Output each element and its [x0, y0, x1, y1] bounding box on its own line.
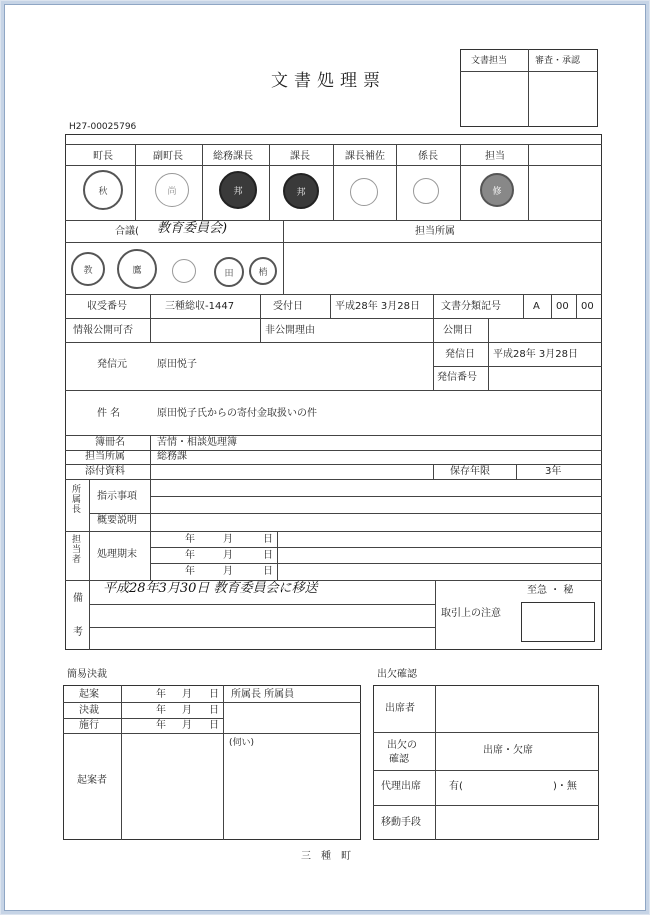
doc-class-code-2: 00: [556, 301, 569, 312]
check-label-2: 確認: [389, 754, 409, 765]
seal-consult-4: 田: [214, 257, 244, 287]
sender-value: 原田悦子: [157, 359, 197, 370]
inquiry-label: (伺い): [229, 738, 255, 748]
ledger-label: 簿冊名: [95, 437, 125, 448]
consultation-handwritten: 教育委員会): [157, 221, 228, 236]
doc-class-code-3: 00: [581, 301, 594, 312]
doc-id: H27-00025796: [69, 122, 137, 132]
retention-label: 保存年限: [450, 466, 490, 477]
consultation-label: 合議(: [115, 226, 139, 237]
simple-r2-day: 日: [209, 705, 219, 716]
simple-r3-day: 日: [209, 720, 219, 731]
proxy-label: 代理出席: [381, 781, 421, 792]
header-general-manager: 総務課長: [213, 151, 253, 162]
deadline-label: 処理期末: [97, 549, 137, 560]
doc-class-code-1: A: [533, 301, 540, 312]
simple-row-enforce: 施行: [79, 720, 99, 731]
receipt-number-value: 三種総収-1447: [165, 301, 235, 312]
deadline1-month: 月: [223, 534, 233, 545]
seal-mayor: 秋: [83, 170, 123, 210]
attendance-title: 出欠確認: [377, 669, 417, 680]
seal-assistant-chief: [350, 178, 378, 206]
deadline2-year: 年: [185, 550, 195, 561]
header-staff: 担当: [485, 151, 505, 162]
urgent-label: 至急 ・ 秘: [527, 585, 574, 596]
dept-label: 担当所属: [85, 451, 125, 462]
nondisclosure-label: 非公開理由: [265, 325, 315, 336]
receipt-date-value: 平成28年 3月28日: [335, 301, 420, 312]
deadline1-day: 日: [263, 534, 273, 545]
seal-deputy-mayor: 尚: [155, 173, 189, 207]
sender-label: 発信元: [97, 359, 127, 370]
remarks-handwritten: 平成28年3月30日 教育委員会に移送: [103, 581, 318, 596]
drafter-label: 起案者: [77, 775, 107, 786]
ledger-value: 苦情・相談処理簿: [157, 437, 237, 448]
simple-r3-month: 月: [182, 720, 192, 731]
proxy-value-2: )・無: [553, 781, 577, 792]
attachments-label: 添付資料: [85, 466, 125, 477]
instruction-label: 指示事項: [97, 491, 137, 502]
simple-row-draft: 起案: [79, 689, 99, 700]
header-deputy-mayor: 副町長: [153, 151, 183, 162]
simple-r1-year: 年: [156, 689, 166, 700]
send-date-label: 発信日: [445, 349, 475, 360]
chief-side-label: 所属長: [72, 485, 82, 515]
deadline1-year: 年: [185, 534, 195, 545]
document-page: [4, 4, 646, 911]
check-value: 出席・欠席: [483, 745, 533, 756]
remarks-label-1: 備: [73, 593, 83, 604]
seal-consult-2: 鷹: [117, 249, 157, 289]
send-number-label: 発信番号: [437, 372, 477, 383]
seal-consult-3: [172, 259, 196, 283]
simple-r2-year: 年: [156, 705, 166, 716]
proxy-value-1: 有(: [449, 781, 463, 792]
simple-r1-day: 日: [209, 689, 219, 700]
attendee-label: 出席者: [385, 703, 415, 714]
simple-r2-month: 月: [182, 705, 192, 716]
deadline3-day: 日: [263, 566, 273, 577]
deadline3-month: 月: [223, 566, 233, 577]
deadline2-month: 月: [223, 550, 233, 561]
review-header: 審査・承認: [535, 56, 581, 66]
seal-general-manager: 邦: [219, 171, 257, 209]
disclosure-label: 情報公開可否: [73, 325, 133, 336]
header-mayor: 町長: [93, 151, 113, 162]
receipt-date-label: 受付日: [273, 301, 303, 312]
simple-r3-year: 年: [156, 720, 166, 731]
subject-value: 原田悦子氏からの寄付金取扱いの件: [157, 408, 317, 419]
header-assistant-chief: 課長補佐: [345, 151, 385, 162]
consultation-dept-label: 担当所属: [415, 226, 455, 237]
doc-class-label: 文書分類記号: [441, 301, 501, 312]
transport-label: 移動手段: [381, 817, 421, 828]
urgent-bracket: [521, 602, 595, 642]
deadline2-day: 日: [263, 550, 273, 561]
send-date-value: 平成28年 3月28日: [493, 349, 578, 360]
deadline3-year: 年: [185, 566, 195, 577]
check-label-1: 出欠の: [387, 740, 417, 751]
seal-section-chief: 邦: [283, 173, 319, 209]
handler-side-label: 担当者: [72, 535, 82, 565]
notes-label: 取引上の注意: [441, 608, 501, 619]
subject-label: 件 名: [97, 408, 121, 419]
simple-r1-month: 月: [182, 689, 192, 700]
header-unit-chief: 係長: [418, 151, 438, 162]
summary-label: 概要説明: [97, 515, 137, 526]
doc-staff-header: 文書担当: [471, 56, 508, 66]
retention-value: 3年: [545, 466, 562, 477]
footer-town: 三 種 町: [301, 851, 351, 862]
dept-value: 総務課: [157, 451, 187, 462]
simple-title: 簡易決裁: [67, 669, 107, 680]
form-title: 文書処理票: [271, 71, 386, 91]
open-date-label: 公開日: [443, 325, 473, 336]
simple-role-label: 所属長 所属員: [231, 689, 295, 700]
header-section-chief: 課長: [290, 151, 310, 162]
seal-consult-1: 教: [71, 252, 105, 286]
seal-staff: 修: [480, 173, 514, 207]
remarks-label-2: 考: [73, 627, 83, 638]
seal-unit-chief: [413, 178, 439, 204]
receipt-number-label: 収受番号: [87, 301, 127, 312]
simple-row-decision: 決裁: [79, 705, 99, 716]
seal-consult-5: 梢: [249, 257, 277, 285]
